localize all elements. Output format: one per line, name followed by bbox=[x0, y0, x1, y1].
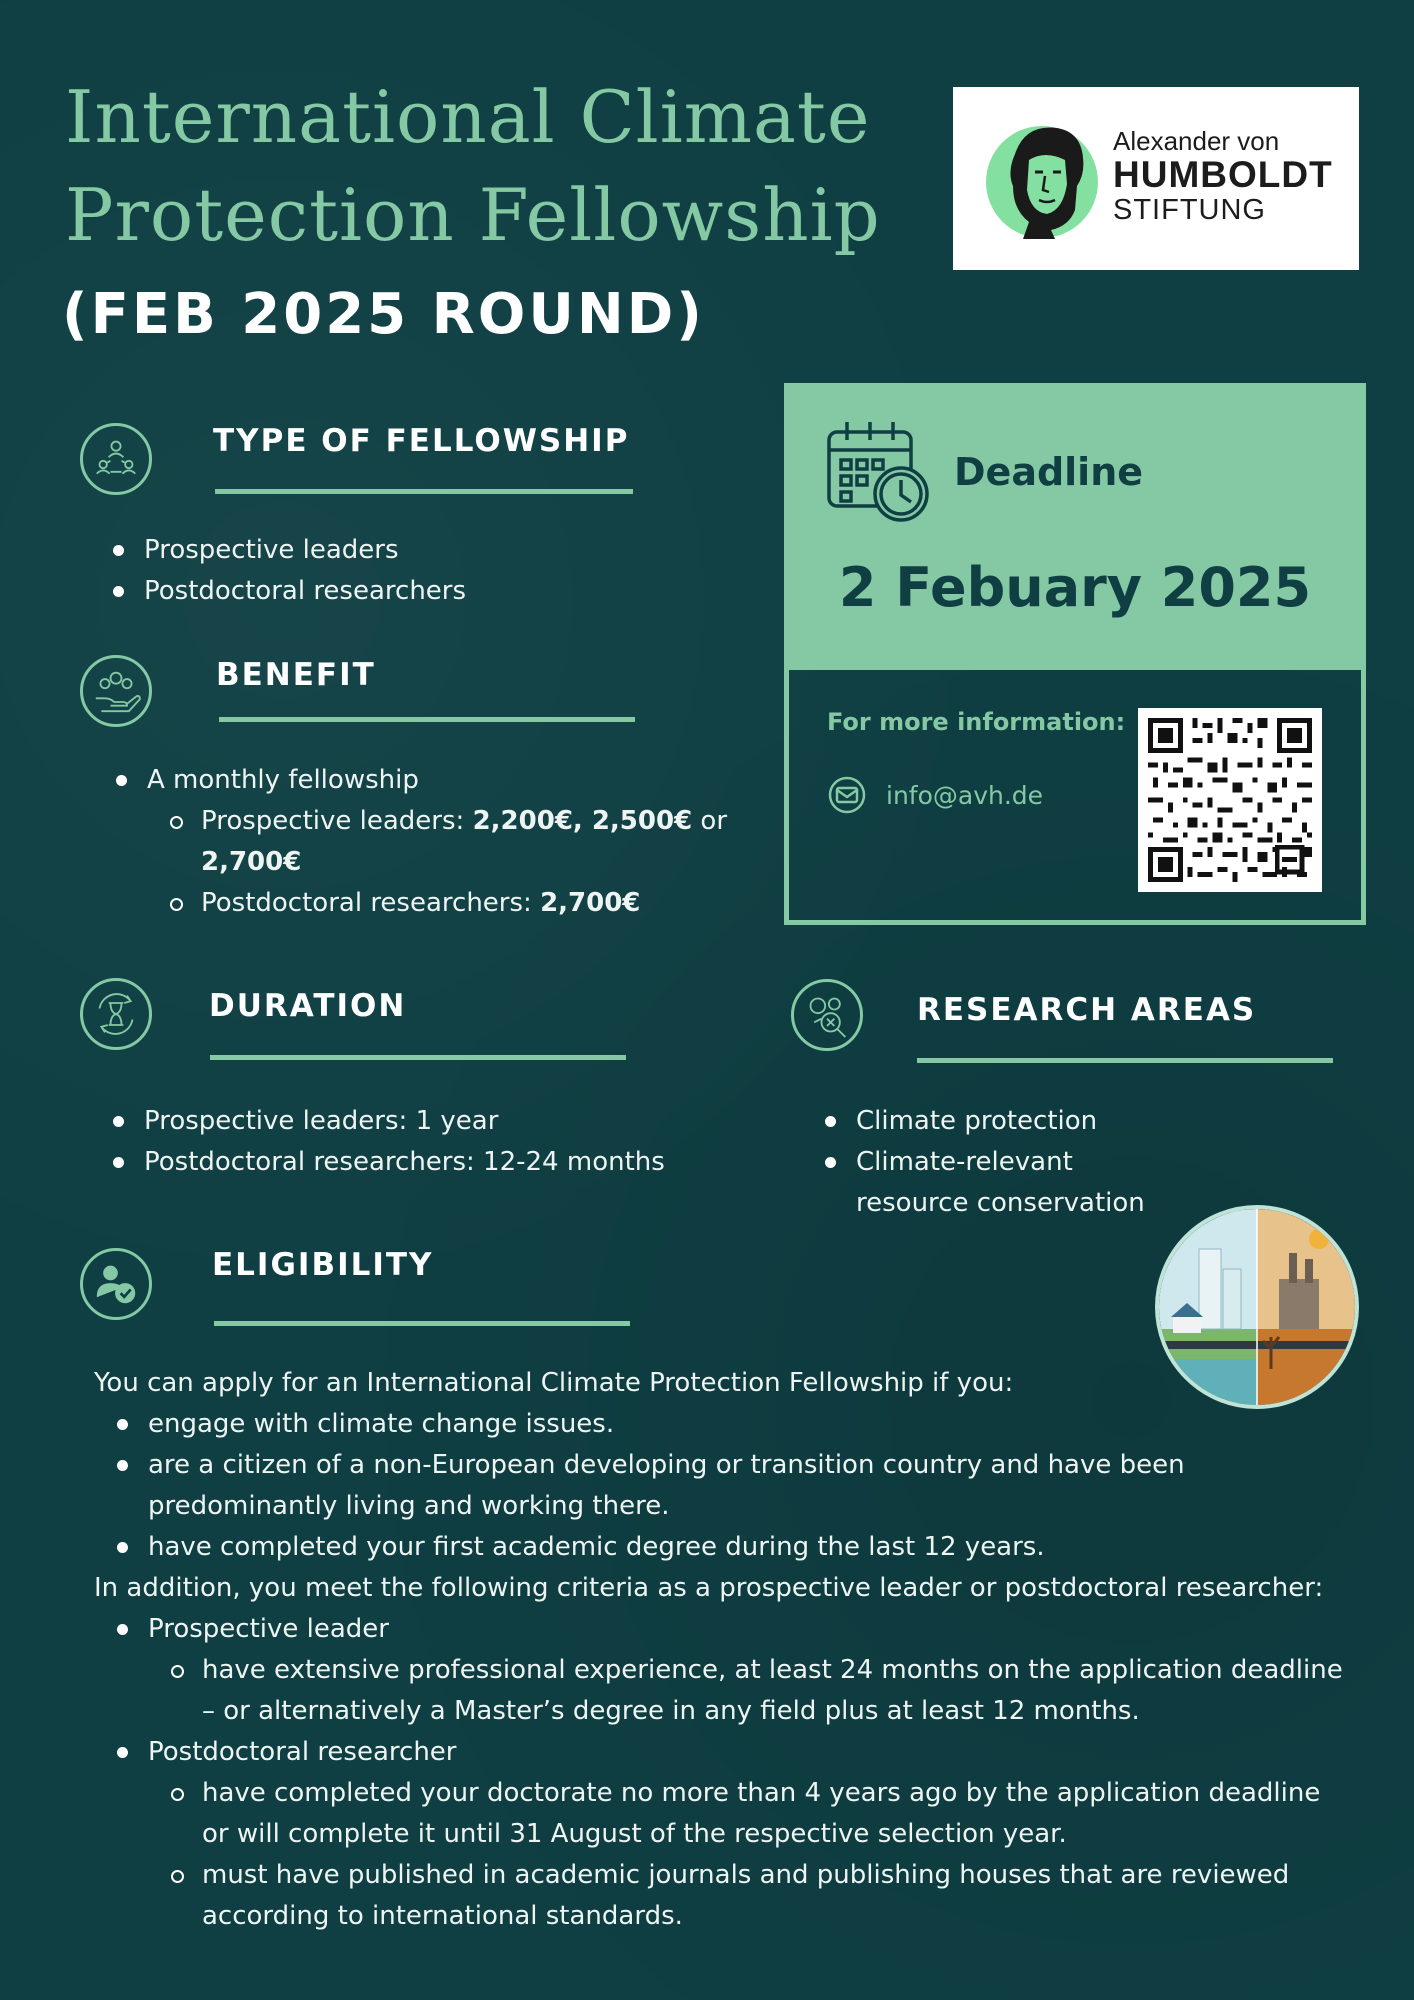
round-subtitle: (FEB 2025 ROUND) bbox=[62, 282, 705, 347]
list-item: Postdoctoral researchers bbox=[110, 571, 710, 612]
section-rule bbox=[219, 717, 635, 722]
user-check-icon bbox=[80, 1248, 152, 1320]
list-item: are a citizen of a non-European developing or transition country and have been predominantly living and working there. bbox=[114, 1445, 1354, 1527]
fellowship-type-list bbox=[110, 530, 710, 612]
email-link[interactable]: info@avh.de bbox=[886, 781, 1044, 810]
list-item: Climate-relevant resource conservation bbox=[822, 1142, 1186, 1224]
postdoc-criteria bbox=[168, 1773, 1354, 1937]
list-item: Climate protection bbox=[822, 1101, 1262, 1142]
title-line-2: Protection Fellowship bbox=[65, 173, 881, 257]
research-areas-heading: RESEARCH AREAS bbox=[917, 992, 1257, 1028]
type-of-fellowship-heading: TYPE OF FELLOWSHIP bbox=[213, 423, 630, 459]
benefit-heading: BENEFIT bbox=[216, 657, 376, 693]
eligibility-addition: In addition, you meet the following criteria as a prospective leader or postdoctoral researcher: bbox=[94, 1573, 1324, 1603]
deadline-date: 2 Febuary 2025 bbox=[838, 556, 1312, 619]
list-item: have extensive professional experience, at least 24 months on the application deadline – or alternatively a Master’s degree in any field plus at least 12 months. bbox=[168, 1650, 1354, 1732]
logo-wordmark bbox=[1113, 127, 1333, 225]
benefit-sub1-values: 2,200€, 2,500€ bbox=[472, 806, 693, 836]
section-rule bbox=[917, 1058, 1333, 1063]
deadline-label: Deadline bbox=[954, 450, 1144, 494]
duration-heading: DURATION bbox=[209, 988, 407, 1024]
list-item bbox=[114, 1609, 1354, 1732]
postdoc-label: Postdoctoral researcher bbox=[148, 1737, 457, 1767]
list-item: Postdoctoral researchers: 12-24 months bbox=[110, 1142, 750, 1183]
mail-icon bbox=[827, 775, 867, 815]
benefit-sub2-label: Postdoctoral researchers: bbox=[201, 888, 541, 918]
criteria-list bbox=[114, 1609, 1354, 1937]
page-title bbox=[65, 68, 885, 264]
benefit-item: A monthly fellowship bbox=[147, 765, 419, 795]
list-item: have completed your first academic degree during the last 12 years. bbox=[114, 1527, 1354, 1568]
benefit-sub1-or: or bbox=[692, 806, 728, 836]
title-line-1: International Climate bbox=[65, 75, 871, 159]
eligibility-intro: You can apply for an International Climate Protection Fellowship if you: bbox=[94, 1368, 1014, 1398]
qr-code-icon[interactable] bbox=[1138, 708, 1322, 892]
logo-line-3: STIFTUNG bbox=[1113, 194, 1266, 226]
section-rule bbox=[210, 1055, 626, 1060]
humboldt-logo bbox=[953, 87, 1359, 270]
logo-line-2: HUMBOLDT bbox=[1113, 154, 1333, 195]
prospective-criteria bbox=[168, 1650, 1354, 1732]
list-item bbox=[167, 883, 753, 924]
benefit-sublist bbox=[167, 801, 753, 924]
benefit-sub2-value: 2,700€ bbox=[540, 888, 641, 918]
list-item bbox=[114, 1732, 1354, 1937]
deadline-card bbox=[784, 383, 1366, 925]
list-item: have completed your doctorate no more than 4 years ago by the application deadline or will complete it until 31 August of the respective selection year. bbox=[168, 1773, 1354, 1855]
duration-list bbox=[110, 1101, 750, 1183]
prospective-leader-label: Prospective leader bbox=[148, 1614, 389, 1644]
section-rule bbox=[215, 489, 633, 494]
humboldt-portrait-icon bbox=[985, 114, 1103, 239]
money-hand-icon bbox=[80, 655, 152, 727]
list-item: must have published in academic journals and publishing houses that are reviewed according to international standards. bbox=[168, 1855, 1354, 1937]
calendar-clock-icon bbox=[825, 418, 931, 524]
research-magnifier-icon bbox=[791, 979, 863, 1051]
more-info-label: For more information: bbox=[827, 708, 1126, 736]
list-item: engage with climate change issues. bbox=[114, 1404, 1354, 1445]
deadline-header bbox=[789, 388, 1361, 670]
research-areas-list bbox=[822, 1101, 1262, 1224]
logo-line-1: Alexander von bbox=[1113, 126, 1280, 156]
eligibility-body bbox=[94, 1363, 1354, 1937]
list-item bbox=[113, 760, 753, 924]
section-rule bbox=[214, 1321, 630, 1326]
eligibility-list bbox=[114, 1404, 1354, 1568]
benefit-list bbox=[113, 760, 753, 924]
list-item: Prospective leaders: 1 year bbox=[110, 1101, 750, 1142]
list-item: Prospective leaders bbox=[110, 530, 710, 571]
benefit-sub1-label: Prospective leaders: bbox=[201, 806, 473, 836]
list-item bbox=[167, 801, 753, 883]
people-network-icon bbox=[80, 423, 152, 495]
hourglass-icon bbox=[80, 978, 152, 1050]
benefit-sub1-values2: 2,700€ bbox=[201, 847, 302, 877]
eligibility-heading: ELIGIBILITY bbox=[212, 1247, 434, 1283]
